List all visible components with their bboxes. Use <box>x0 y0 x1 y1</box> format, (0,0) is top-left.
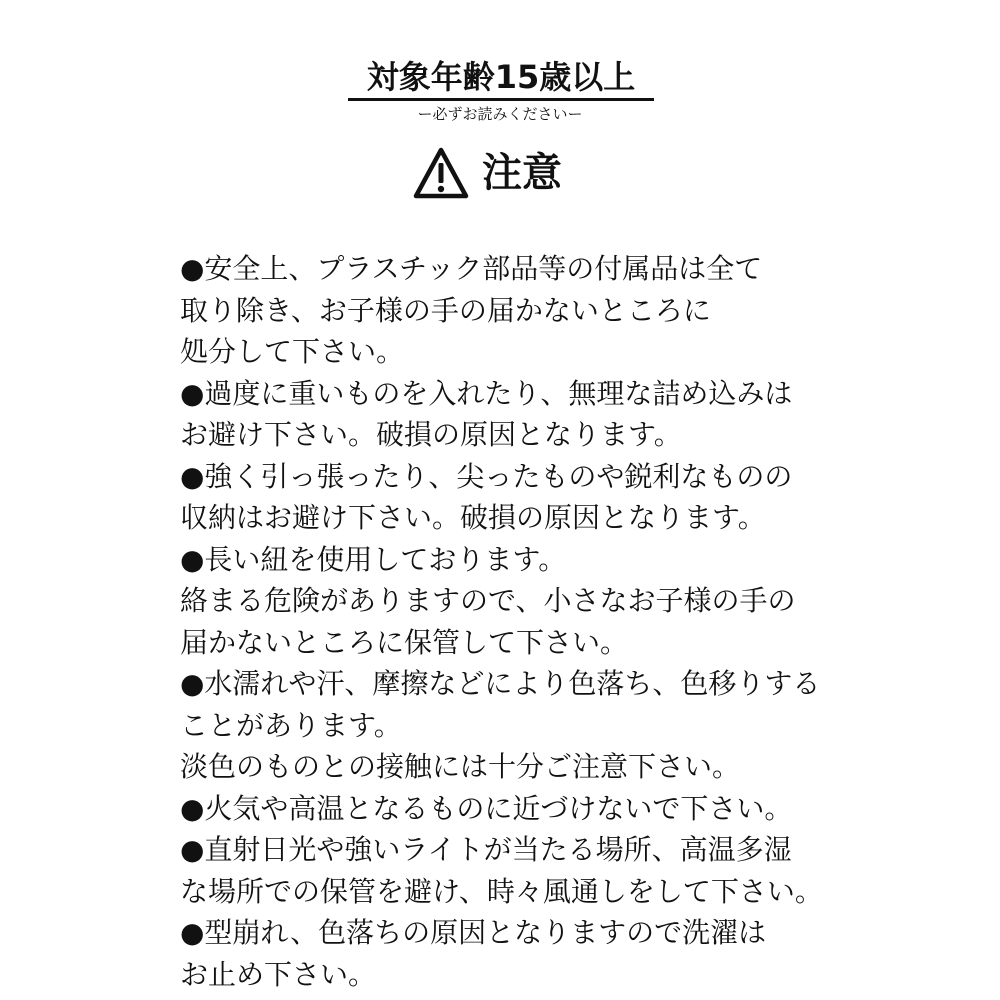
precautions-body <box>180 248 840 995</box>
precaution-line: お止め下さい。 <box>180 957 377 991</box>
caution-label: 注意 <box>482 150 562 196</box>
precaution-line: ことがあります。 <box>180 708 402 742</box>
precaution-line: 届かないところに保管して下さい。 <box>180 625 629 659</box>
precaution-line: ●過度に重いものを入れたり、無理な詰め込みは <box>180 376 793 410</box>
precaution-line: 淡色のものとの接触には十分ご注意下さい。 <box>180 750 741 783</box>
precaution-line: ●安全上、プラスチック部品等の付属品は全て <box>180 252 763 285</box>
precaution-line: ●強く引っ張ったり、尖ったものや鋭利なものの <box>180 459 793 493</box>
precaution-line: ●直射日光や強いライトが当たる場所、高温多湿 <box>180 833 792 866</box>
title-underline <box>348 98 654 101</box>
precaution-line: な場所での保管を避け、時々風通しをして下さい。 <box>180 874 823 908</box>
please-read-note: ー必ずお読みくださいー <box>417 105 583 123</box>
caution-heading <box>412 145 562 201</box>
warning-triangle-icon <box>412 146 470 200</box>
age-requirement-title: 対象年齢15歳以上 <box>366 58 636 96</box>
precaution-line: 収納はお避け下さい。破損の原因となります。 <box>180 501 766 534</box>
precaution-line: ●水濡れや汗、摩擦などにより色落ち、色移りする <box>180 667 821 700</box>
precaution-line: 取り除き、お子様の手の届かないところに <box>180 293 711 327</box>
precaution-line: ●型崩れ、色落ちの原因となりますので洗濯は <box>180 916 767 949</box>
precaution-line: ●火気や高温となるものに近づけないで下さい。 <box>180 791 793 825</box>
precaution-line: 処分して下さい。 <box>180 335 405 368</box>
precaution-line: 絡まる危険がありますので、小さなお子様の手の <box>180 584 796 617</box>
precaution-line: お避け下さい。破損の原因となります。 <box>180 418 682 451</box>
precaution-line: ●長い紐を使用しております。 <box>180 542 567 576</box>
